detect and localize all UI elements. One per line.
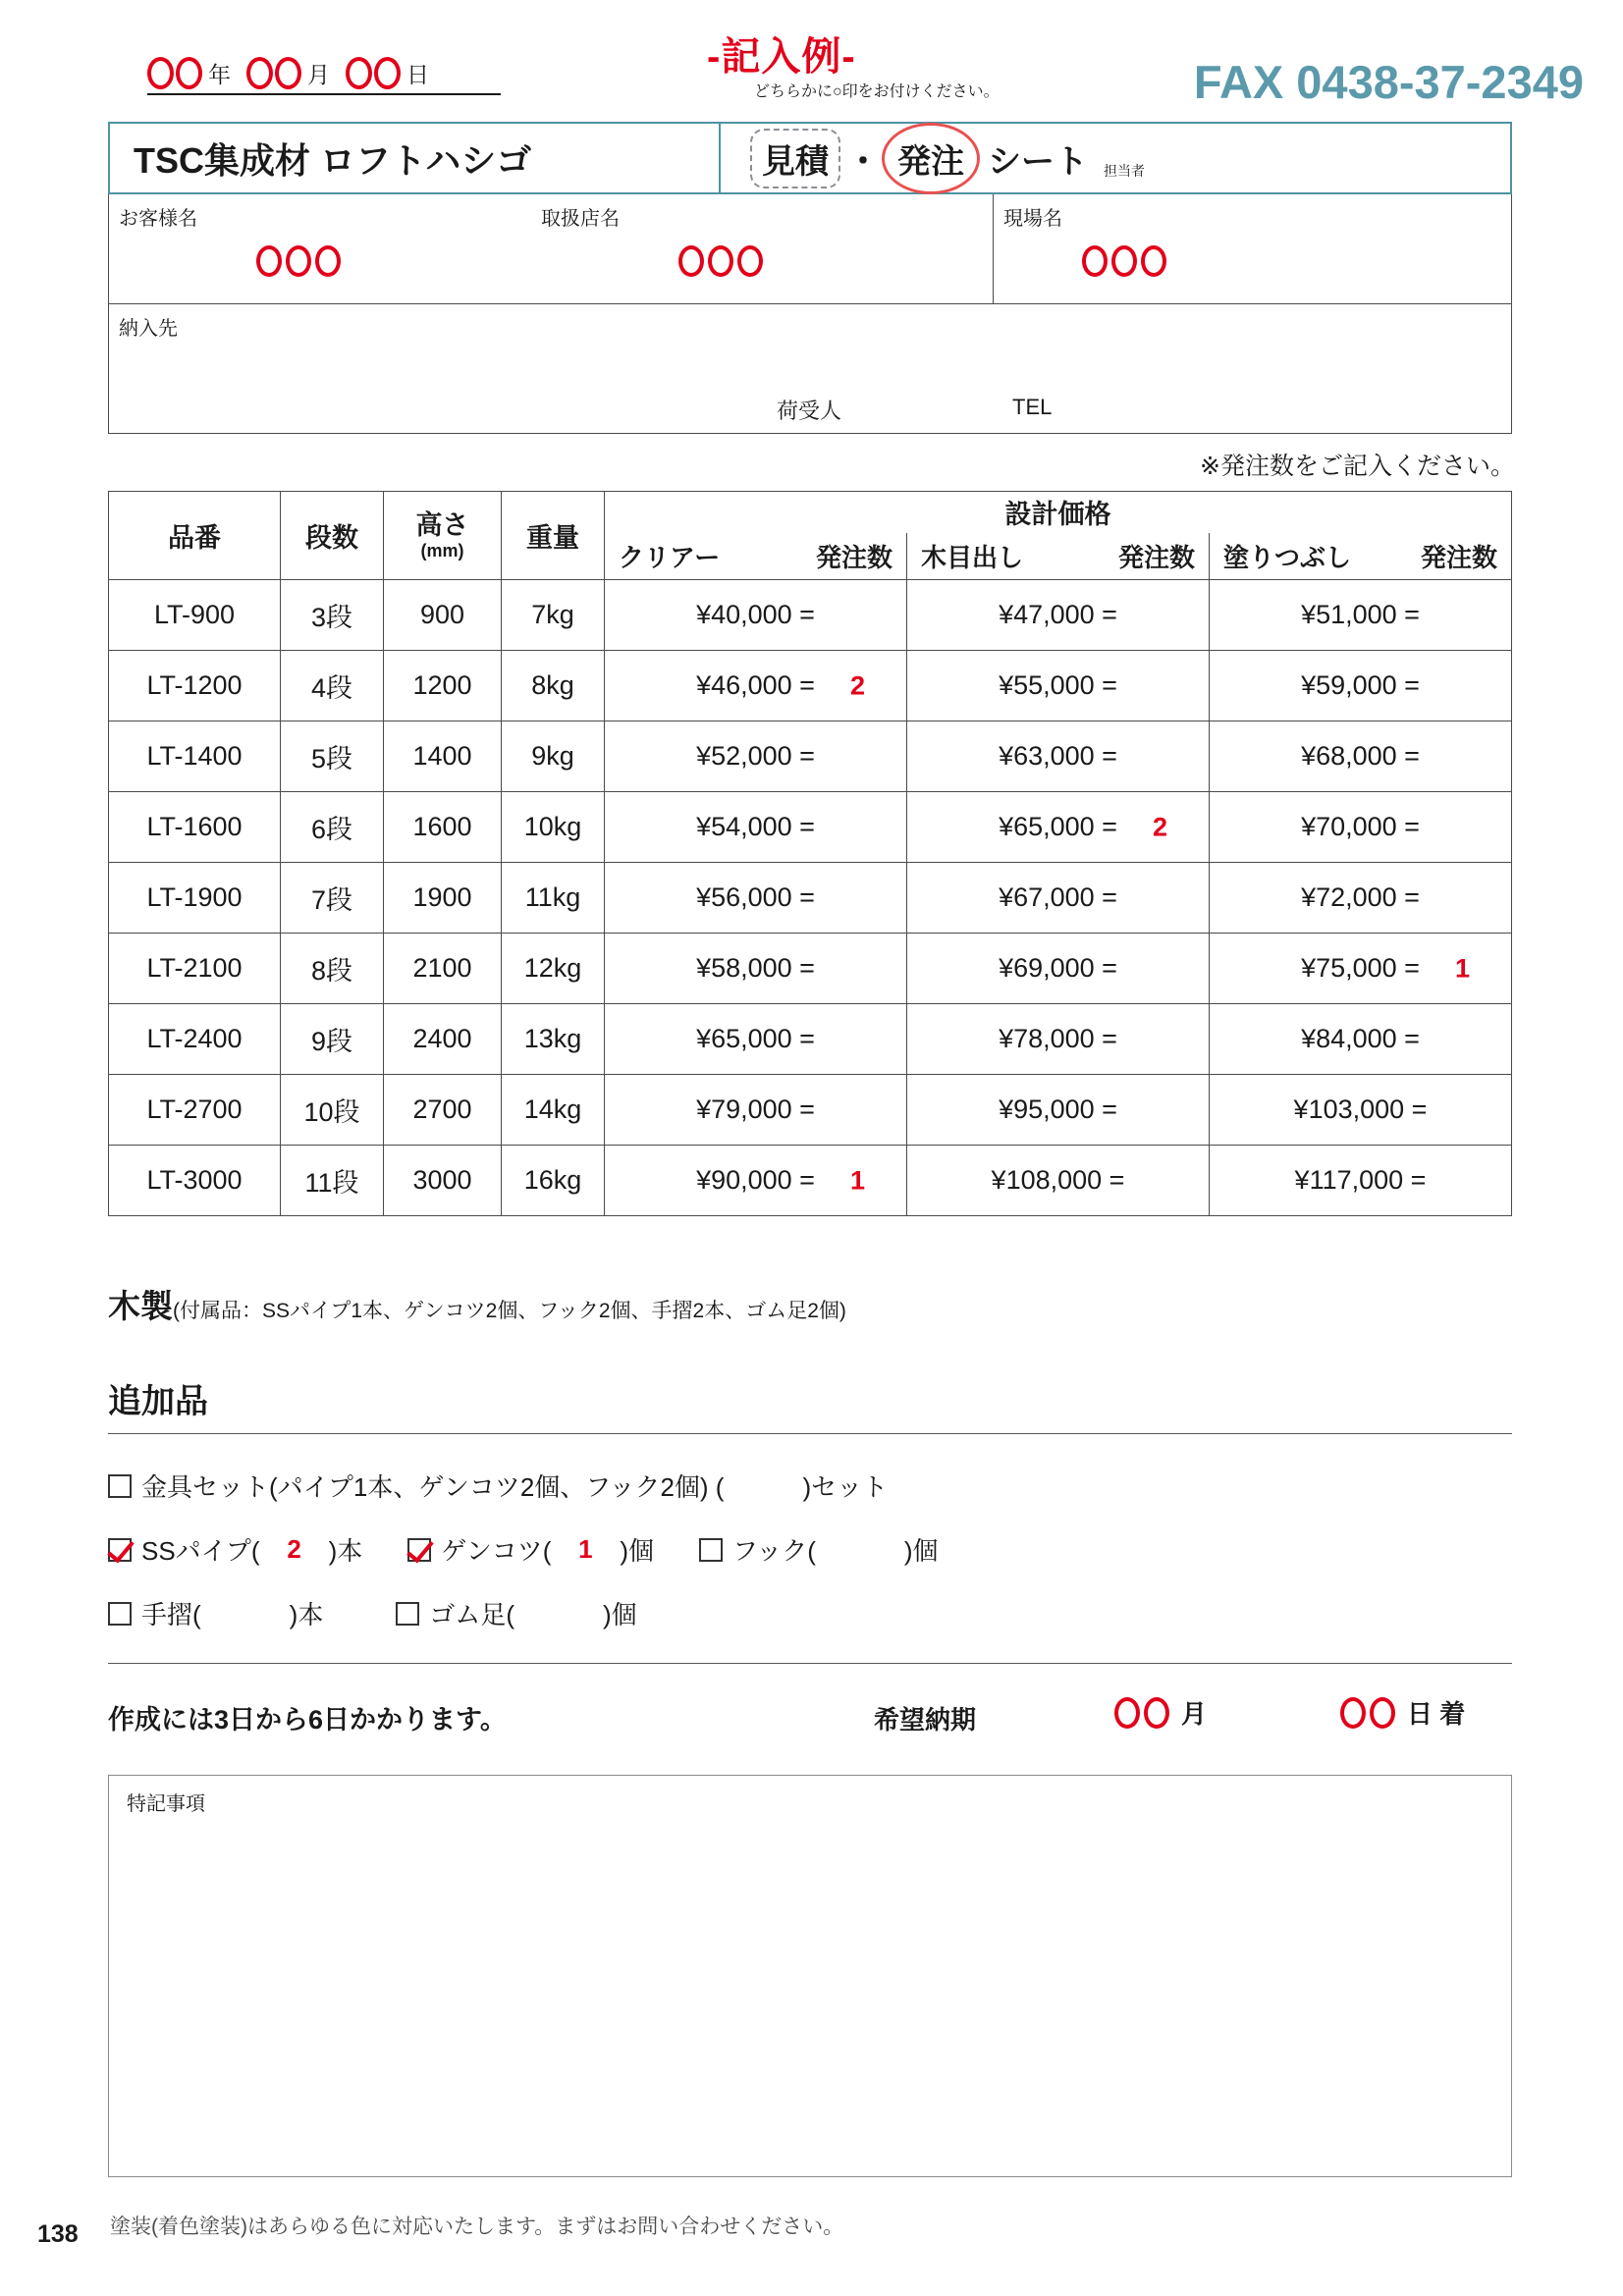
footer-paint-note: 塗装(着色塗装)はあらゆる色に対応いたします。まずはお問い合わせください。	[110, 2216, 844, 2238]
cell-price-clear[interactable]	[605, 651, 907, 721]
header-row-group	[109, 492, 1512, 533]
price-clear: ¥56,000 =	[696, 882, 815, 912]
checkbox-gomuashi[interactable]	[396, 1602, 419, 1626]
cell-juryo: 12kg	[502, 934, 605, 1004]
circle-instruction-text: どちらかに○印をお付けください。	[754, 83, 1000, 100]
day-unit-label: 日	[406, 62, 429, 87]
price-nuritsubushi: ¥117,000 =	[1294, 1165, 1427, 1195]
cell-takasa: 1400	[384, 721, 502, 792]
table-row	[109, 651, 1512, 721]
cell-juryo: 14kg	[502, 1075, 605, 1146]
price-mokume: ¥78,000 =	[999, 1024, 1117, 1053]
cell-price-nuritsubushi[interactable]	[1210, 651, 1512, 721]
tesuri-unit: )本	[289, 1600, 324, 1629]
price-nuritsubushi: ¥75,000 =	[1301, 953, 1420, 983]
gomuashi-unit: )個	[603, 1600, 637, 1629]
tesuri-label: 手摺(	[141, 1600, 201, 1629]
cell-dansu: 3段	[281, 580, 384, 651]
sspipe-value[interactable]: 2	[287, 1534, 301, 1564]
price-clear: ¥65,000 =	[696, 1024, 815, 1053]
divider-above-additional	[108, 1433, 1512, 1434]
customer-circle-1	[256, 245, 282, 277]
due-day-circle-1	[1340, 1697, 1366, 1729]
col-header-juryo-label: 重量	[526, 523, 579, 553]
cell-price-mokume[interactable]	[907, 934, 1210, 1004]
col-header-mokume-group	[907, 533, 1210, 580]
site-circle-1	[1082, 245, 1108, 277]
day-circle-1	[346, 57, 372, 89]
gomuashi-label: ゴム足(	[429, 1600, 515, 1629]
sspipe-unit: )本	[328, 1536, 363, 1566]
col-header-mokume-qty-label: 発注数	[1117, 542, 1195, 572]
price-clear: ¥90,000 =	[696, 1165, 815, 1195]
price-mokume: ¥55,000 =	[999, 670, 1117, 700]
cell-dansu: 4段	[281, 651, 384, 721]
price-clear: ¥40,000 =	[696, 600, 815, 629]
price-clear: ¥54,000 =	[696, 812, 815, 841]
additional-items-title: 追加品	[108, 1383, 208, 1420]
dealer-circle-1	[678, 245, 704, 277]
cell-price-nuritsubushi[interactable]	[1210, 1146, 1512, 1216]
col-header-clear-label: クリアー	[619, 542, 721, 572]
sample-example-badge: -記入例-	[707, 35, 856, 79]
sheet-label: シート	[988, 142, 1088, 181]
wood-note-heading: 木製	[108, 1288, 173, 1324]
due-day-circle-2	[1370, 1697, 1395, 1729]
additional-items-row-2	[108, 1531, 939, 1568]
person-in-charge-label: 担当者	[1104, 163, 1145, 179]
estimate-label: 見積	[762, 142, 829, 181]
cell-price-mokume[interactable]	[907, 863, 1210, 934]
sheet-type-section	[721, 124, 1510, 192]
cell-price-mokume[interactable]	[907, 792, 1210, 863]
year-unit-label: 年	[208, 62, 231, 87]
site-name-label: 現場名	[1003, 208, 1062, 230]
page-number: 138	[37, 2220, 79, 2248]
cell-price-clear[interactable]	[605, 1004, 907, 1075]
price-mokume: ¥67,000 =	[999, 882, 1117, 912]
month-circle-2	[275, 57, 301, 89]
col-header-takasa	[384, 492, 502, 580]
col-header-dansu	[281, 492, 384, 580]
month-unit-label: 月	[307, 62, 330, 87]
table-row	[109, 1075, 1512, 1146]
price-mokume: ¥65,000 =	[999, 812, 1117, 841]
genkotsu-label: ゲンコツ(	[441, 1536, 552, 1566]
cell-dansu: 9段	[281, 1004, 384, 1075]
cell-price-mokume[interactable]	[907, 1075, 1210, 1146]
price-table	[108, 491, 1512, 1216]
cell-price-mokume[interactable]	[907, 721, 1210, 792]
price-nuritsubushi: ¥103,000 =	[1293, 1095, 1428, 1124]
cell-price-nuritsubushi[interactable]	[1210, 580, 1512, 651]
price-mokume: ¥47,000 =	[999, 600, 1117, 629]
wood-accessories-note	[108, 1281, 846, 1327]
col-header-design-price: 設計価格	[605, 492, 1512, 533]
dealer-circle-3	[737, 245, 763, 277]
cell-dansu: 7段	[281, 863, 384, 934]
table-row	[109, 1146, 1512, 1216]
due-day-unit: 日 着	[1407, 1699, 1466, 1729]
remarks-box[interactable]	[108, 1775, 1512, 2177]
cell-price-clear[interactable]	[605, 1146, 907, 1216]
cell-juryo: 7kg	[502, 580, 605, 651]
cell-hinban: LT-2100	[109, 934, 281, 1004]
col-header-hinban-label: 品番	[168, 523, 221, 553]
date-entry-line[interactable]	[147, 57, 501, 95]
price-table-body	[109, 580, 1512, 1216]
cell-juryo: 13kg	[502, 1004, 605, 1075]
col-header-hinban	[109, 492, 281, 580]
cell-price-clear[interactable]	[605, 934, 907, 1004]
col-header-juryo	[502, 492, 605, 580]
cell-takasa: 2400	[384, 1004, 502, 1075]
customer-name-label: お客様名	[119, 208, 197, 230]
wood-note-detail: (付属品：SSパイプ1本、ゲンコツ2個、フック2個、手摺2本、ゴム足2個)	[173, 1300, 846, 1322]
cell-price-clear[interactable]	[605, 863, 907, 934]
year-circle-1	[147, 57, 174, 89]
desired-delivery-month[interactable]	[1114, 1694, 1207, 1731]
cell-price-mokume[interactable]	[907, 651, 1210, 721]
customer-info-row	[108, 194, 1512, 304]
kanagu-set-label: 金具セット(パイプ1本、ゲンコツ2個、フック2個) (	[141, 1472, 725, 1502]
price-clear: ¥46,000 =	[696, 670, 815, 700]
checkbox-genkotsu[interactable]	[407, 1538, 431, 1562]
col-header-nuritsubushi-qty-label: 発注数	[1420, 542, 1497, 572]
order-qty-mokume[interactable]: 2	[1152, 812, 1167, 841]
table-row	[109, 721, 1512, 792]
cell-takasa: 1900	[384, 863, 502, 934]
kanagu-set-unit: )セット	[802, 1472, 889, 1502]
genkotsu-unit: )個	[620, 1536, 655, 1566]
price-nuritsubushi: ¥72,000 =	[1301, 882, 1420, 912]
due-month-circle-2	[1144, 1697, 1169, 1729]
col-header-mokume-label: 木目出し	[921, 542, 1024, 572]
cell-dansu: 11段	[281, 1146, 384, 1216]
cell-juryo: 8kg	[502, 651, 605, 721]
cell-price-nuritsubushi[interactable]	[1210, 934, 1512, 1004]
price-nuritsubushi: ¥51,000 =	[1301, 600, 1420, 629]
checkbox-sspipe[interactable]	[108, 1538, 132, 1562]
option-separator: ・	[846, 142, 880, 181]
dealer-circle-2	[708, 245, 733, 277]
cell-dansu: 6段	[281, 792, 384, 863]
price-mokume: ¥63,000 =	[999, 741, 1117, 771]
due-month-unit: 月	[1181, 1699, 1208, 1729]
cell-hinban: LT-900	[109, 580, 281, 651]
cell-price-clear[interactable]	[605, 721, 907, 792]
cell-takasa: 1600	[384, 792, 502, 863]
price-clear: ¥52,000 =	[696, 741, 815, 771]
dealer-name-value	[678, 245, 763, 277]
dealer-name-label: 取扱店名	[541, 208, 620, 230]
checkbox-hook[interactable]	[699, 1538, 723, 1562]
consignee-label: 荷受人	[777, 399, 842, 423]
col-header-clear-qty-label: 発注数	[815, 542, 893, 572]
checkbox-tesuri[interactable]	[108, 1602, 132, 1626]
product-title: TSC集成材 ロフトハシゴ	[134, 139, 532, 181]
cell-price-mokume[interactable]	[907, 1004, 1210, 1075]
cell-takasa: 1200	[384, 651, 502, 721]
price-clear: ¥79,000 =	[696, 1095, 815, 1124]
order-qty-nuritsubushi[interactable]: 1	[1454, 953, 1470, 983]
fax-number: FAX 0438-37-2349	[1193, 56, 1584, 108]
desired-delivery-day[interactable]	[1340, 1694, 1465, 1731]
divider-below-additional	[108, 1663, 1512, 1664]
cell-juryo: 10kg	[502, 792, 605, 863]
hook-unit: )個	[903, 1536, 939, 1566]
price-mokume: ¥95,000 =	[999, 1095, 1117, 1124]
cell-takasa: 900	[384, 580, 502, 651]
cell-hinban: LT-1600	[109, 792, 281, 863]
day-circle-2	[374, 57, 401, 89]
due-month-circle-1	[1114, 1697, 1140, 1729]
cell-price-nuritsubushi[interactable]	[1210, 1004, 1512, 1075]
cell-price-nuritsubushi[interactable]	[1210, 792, 1512, 863]
customer-circle-2	[286, 245, 311, 277]
table-row	[109, 1004, 1512, 1075]
site-name-cell[interactable]	[993, 194, 1511, 303]
additional-items-row-3	[108, 1595, 637, 1631]
cell-price-nuritsubushi[interactable]	[1210, 721, 1512, 792]
table-row	[109, 580, 1512, 651]
col-header-nuritsubushi-group	[1210, 533, 1512, 580]
lead-time-text: 作成には3日から6日かかります。	[108, 1705, 507, 1735]
price-table-head	[109, 492, 1512, 580]
top-header	[0, 0, 1623, 128]
col-header-nuritsubushi-label: 塗りつぶし	[1223, 542, 1352, 572]
month-circle-1	[246, 57, 273, 89]
site-circle-3	[1141, 245, 1166, 277]
cell-dansu: 8段	[281, 934, 384, 1004]
table-row	[109, 792, 1512, 863]
delivery-destination-box[interactable]	[108, 304, 1512, 434]
cell-price-clear[interactable]	[605, 792, 907, 863]
price-nuritsubushi: ¥68,000 =	[1301, 741, 1420, 771]
cell-hinban: LT-2400	[109, 1004, 281, 1075]
customer-circle-3	[315, 245, 341, 277]
col-header-dansu-label: 段数	[305, 523, 358, 553]
table-row	[109, 934, 1512, 1004]
price-nuritsubushi: ¥84,000 =	[1301, 1024, 1420, 1053]
customer-name-value	[256, 245, 341, 277]
cell-price-nuritsubushi[interactable]	[1210, 863, 1512, 934]
remarks-label: 特記事項	[127, 1793, 205, 1815]
order-qty-clear[interactable]: 1	[849, 1165, 865, 1195]
cell-dansu: 5段	[281, 721, 384, 792]
col-header-clear-group	[605, 533, 907, 580]
tel-label: TEL	[1012, 395, 1053, 419]
cell-takasa: 3000	[384, 1146, 502, 1216]
price-mokume: ¥108,000 =	[991, 1165, 1125, 1195]
cell-juryo: 9kg	[502, 721, 605, 792]
cell-juryo: 16kg	[502, 1146, 605, 1216]
price-mokume: ¥69,000 =	[999, 953, 1117, 983]
price-nuritsubushi: ¥59,000 =	[1301, 670, 1420, 700]
cell-takasa: 2700	[384, 1075, 502, 1146]
price-nuritsubushi: ¥70,000 =	[1301, 812, 1420, 841]
order-option-selected[interactable]	[886, 133, 976, 185]
cell-takasa: 2100	[384, 934, 502, 1004]
order-quantity-note: ※発注数をご記入ください。	[1200, 453, 1515, 480]
cell-price-clear[interactable]	[605, 580, 907, 651]
col-header-takasa-label: 高さ	[415, 510, 469, 541]
additional-item-kanagu-set[interactable]	[108, 1468, 888, 1504]
cell-price-nuritsubushi[interactable]	[1210, 1075, 1512, 1146]
cell-price-mokume[interactable]	[907, 580, 1210, 651]
site-name-value	[1082, 245, 1166, 277]
col-header-takasa-unit: (mm)	[420, 540, 464, 561]
cell-hinban: LT-1900	[109, 863, 281, 934]
price-clear: ¥58,000 =	[696, 953, 815, 983]
cell-dansu: 10段	[281, 1075, 384, 1146]
title-bar	[108, 122, 1512, 194]
table-row	[109, 863, 1512, 934]
desired-delivery-label: 希望納期	[874, 1705, 977, 1735]
cell-hinban: LT-1200	[109, 651, 281, 721]
site-circle-2	[1111, 245, 1137, 277]
customer-and-dealer-cell[interactable]	[109, 194, 993, 303]
cell-hinban: LT-3000	[109, 1146, 281, 1216]
cell-price-mokume[interactable]	[907, 1146, 1210, 1216]
genkotsu-value[interactable]: 1	[578, 1534, 593, 1564]
cell-hinban: LT-1400	[109, 721, 281, 792]
estimate-option[interactable]	[750, 133, 840, 185]
order-qty-clear[interactable]: 2	[849, 670, 865, 700]
sspipe-label: SSパイプ(	[141, 1536, 260, 1566]
delivery-label: 納入先	[119, 318, 178, 340]
cell-juryo: 11kg	[502, 863, 605, 934]
checkbox-kanagu-set[interactable]	[108, 1474, 132, 1498]
year-circle-2	[176, 57, 202, 89]
order-label: 発注	[897, 142, 964, 181]
cell-hinban: LT-2700	[109, 1075, 281, 1146]
cell-price-clear[interactable]	[605, 1075, 907, 1146]
hook-label: フック(	[732, 1536, 816, 1566]
